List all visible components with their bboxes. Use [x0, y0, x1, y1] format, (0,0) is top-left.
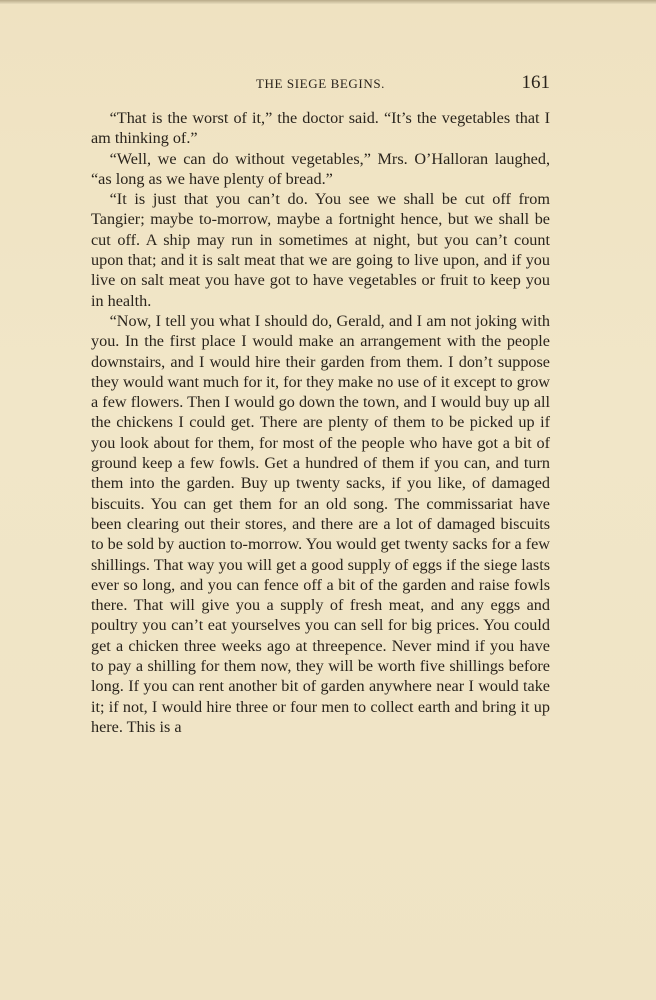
page-top-edge: [0, 0, 656, 4]
page-number: 161: [521, 72, 550, 93]
page-header: [91, 72, 550, 96]
paragraph: “Now, I tell you what I should do, Gerald, and I am not joking with you. In the first place I would make an arrangement with the people downstairs, and I would hire their garden from them. I don’t suppose they would want much for it, for they make no use of it except to grow a few flowers. Then I would go down the town, and I would buy up all the chickens I could get. There are plenty of them to be picked up if you look about for them, for most of the people who have got a bit of ground keep a few fowls. Get a hundred of them if you can, and turn them into the garden. Buy up twenty sacks, if you like, of damaged biscuits. You can get them for an old song. The commissariat have been clearing out their stores, and there are a lot of damaged biscuits to be sold by auction to-morrow. You would get twenty sacks for a few shillings. That way you will get a good supply of eggs if the siege lasts ever so long, and you can fence off a bit of the garden and raise fowls there. That will give you a supply of fresh meat, and any eggs and poultry you can’t eat yourselves you can sell for big prices. You could get a chicken three weeks ago at threepence. Never mind if you have to pay a shilling for them now, they will be worth five shillings before long. If you can rent another bit of garden anywhere near I would take it; if not, I would hire three or four men to collect earth and bring it up here. This is a: [91, 311, 550, 736]
paragraph: “That is the worst of it,” the doctor said. “It’s the vegetables that I am thinking of.”: [91, 109, 550, 148]
body-text: [91, 108, 550, 737]
running-head: THE SIEGE BEGINS.: [256, 76, 385, 91]
paragraph: “It is just that you can’t do. You see we shall be cut off from Tangier; maybe to-morrow, maybe a fortnight hence, but we shall be cut off. A ship may run in sometimes at night, but you can’t count upon that; and it is salt meat that we are going to live upon, and if you live on salt meat you have got to have vegetables or fruit to keep you in health.: [91, 190, 550, 310]
paragraph: “Well, we can do without vegetables,” Mrs. O’Halloran laughed, “as long as we have plenty of bread.”: [91, 149, 550, 188]
